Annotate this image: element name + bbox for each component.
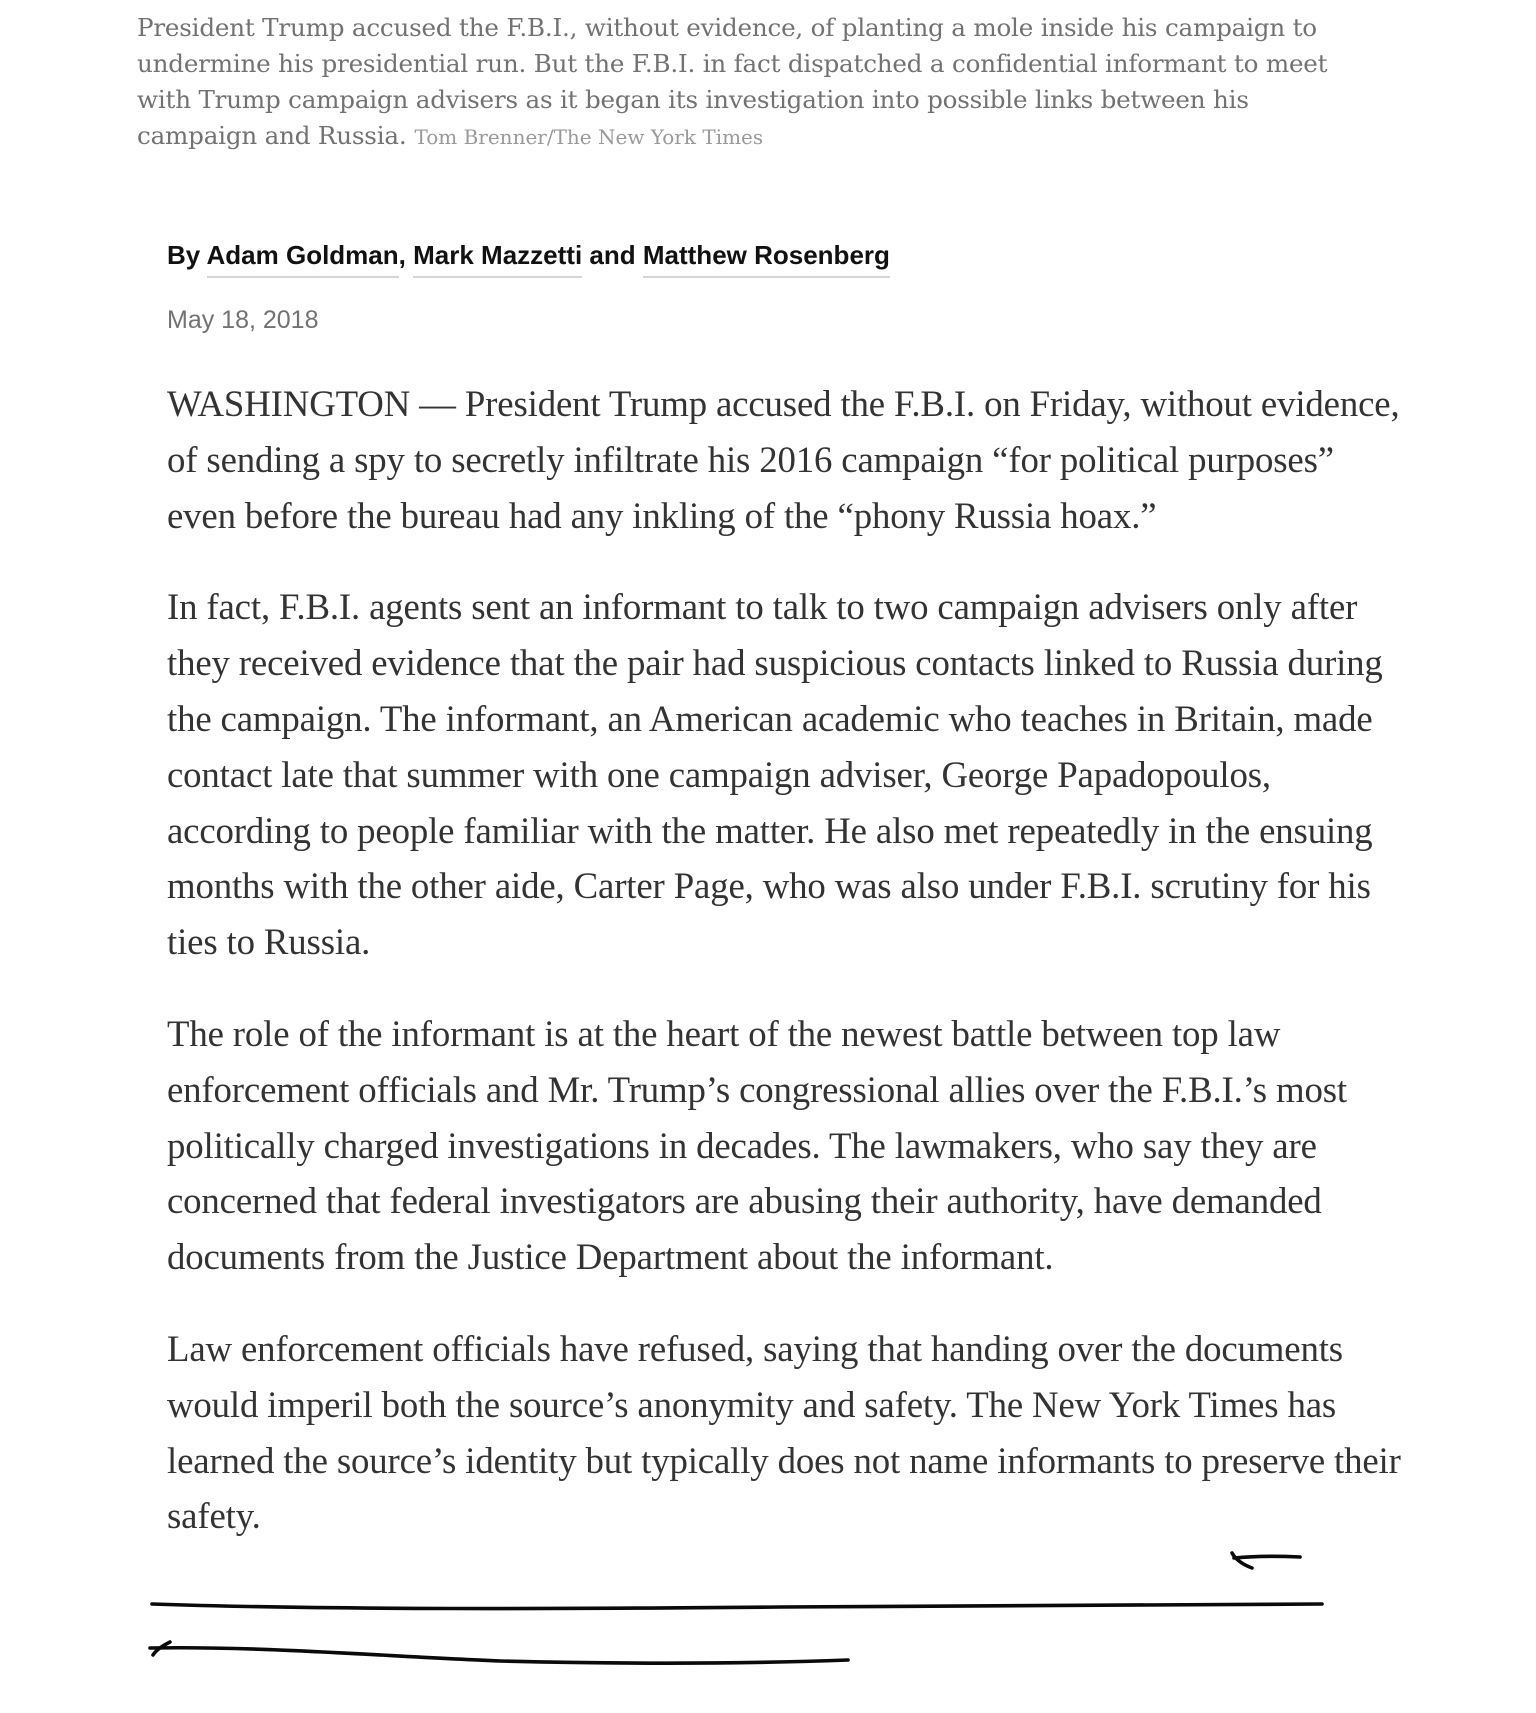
photo-caption	[137, 10, 1367, 155]
paragraph-3: The role of the informant is at the heart of the newest battle between top law enforcement officials and Mr. Trump’s congressional allies over the F.B.I.’s most politically charged investigations in decades. The lawmakers, who say they are concerned that federal investigators are abusing their authority, have demanded documents from the Justice Department about the informant.	[167, 1012, 1347, 1278]
paragraph-2: In fact, F.B.I. agents sent an informant to talk to two campaign advisers only after they received evidence that the pair had suspicious contacts linked to Russia during the campaign. The informant, an American academic who teaches in Britain, made contact late that summer with one campaign adviser, George Papadopoulos, according to people familiar with the matter. He also met repeatedly in the ensuing months with the other aide, Carter Page, who was also under F.B.I. scrutiny for his ties to Russia.	[167, 586, 1383, 963]
photo-credit: Tom Brenner/The New York Times	[414, 125, 764, 149]
caption-text: President Trump accused the F.B.I., without evidence, of planting a mole inside his campaign to undermine his presidential run. But the F.B.I. in fact dispatched a confidential informant to meet with Trump campaign advisers as it began its investigation into possible links between his campaign and Russia.	[137, 13, 1328, 150]
byline	[167, 240, 890, 271]
ink-stroke-line-2	[150, 1648, 848, 1663]
paragraph-1: WASHINGTON — President Trump accused the F.B.I. on Friday, without evidence, of sending a spy to secretly infiltrate his 2016 campaign “for political purposes” even before the bureau had any inkling of the “phony Russia hoax.”	[167, 383, 1400, 536]
publish-date: May 18, 2018	[167, 306, 319, 334]
byline-prefix: By	[167, 240, 201, 270]
author-link-mazzetti[interactable]: Mark Mazzetti	[413, 240, 582, 278]
ink-stroke-line-1	[152, 1604, 1322, 1609]
byline-comma: ,	[398, 240, 406, 270]
author-link-goldman[interactable]: Adam Goldman	[207, 240, 399, 278]
paragraph-4: Law enforcement officials have refused, saying that handing over the documents would imperil both the source’s anonymity and safety. The New York Times has learned the source’s identity but typically does not name informants to preserve their safety.	[167, 1327, 1401, 1537]
byline-and: and	[589, 240, 636, 270]
article-body	[167, 376, 1407, 1580]
author-link-rosenberg[interactable]: Matthew Rosenberg	[643, 240, 890, 278]
ink-stroke-hook	[153, 1642, 170, 1655]
